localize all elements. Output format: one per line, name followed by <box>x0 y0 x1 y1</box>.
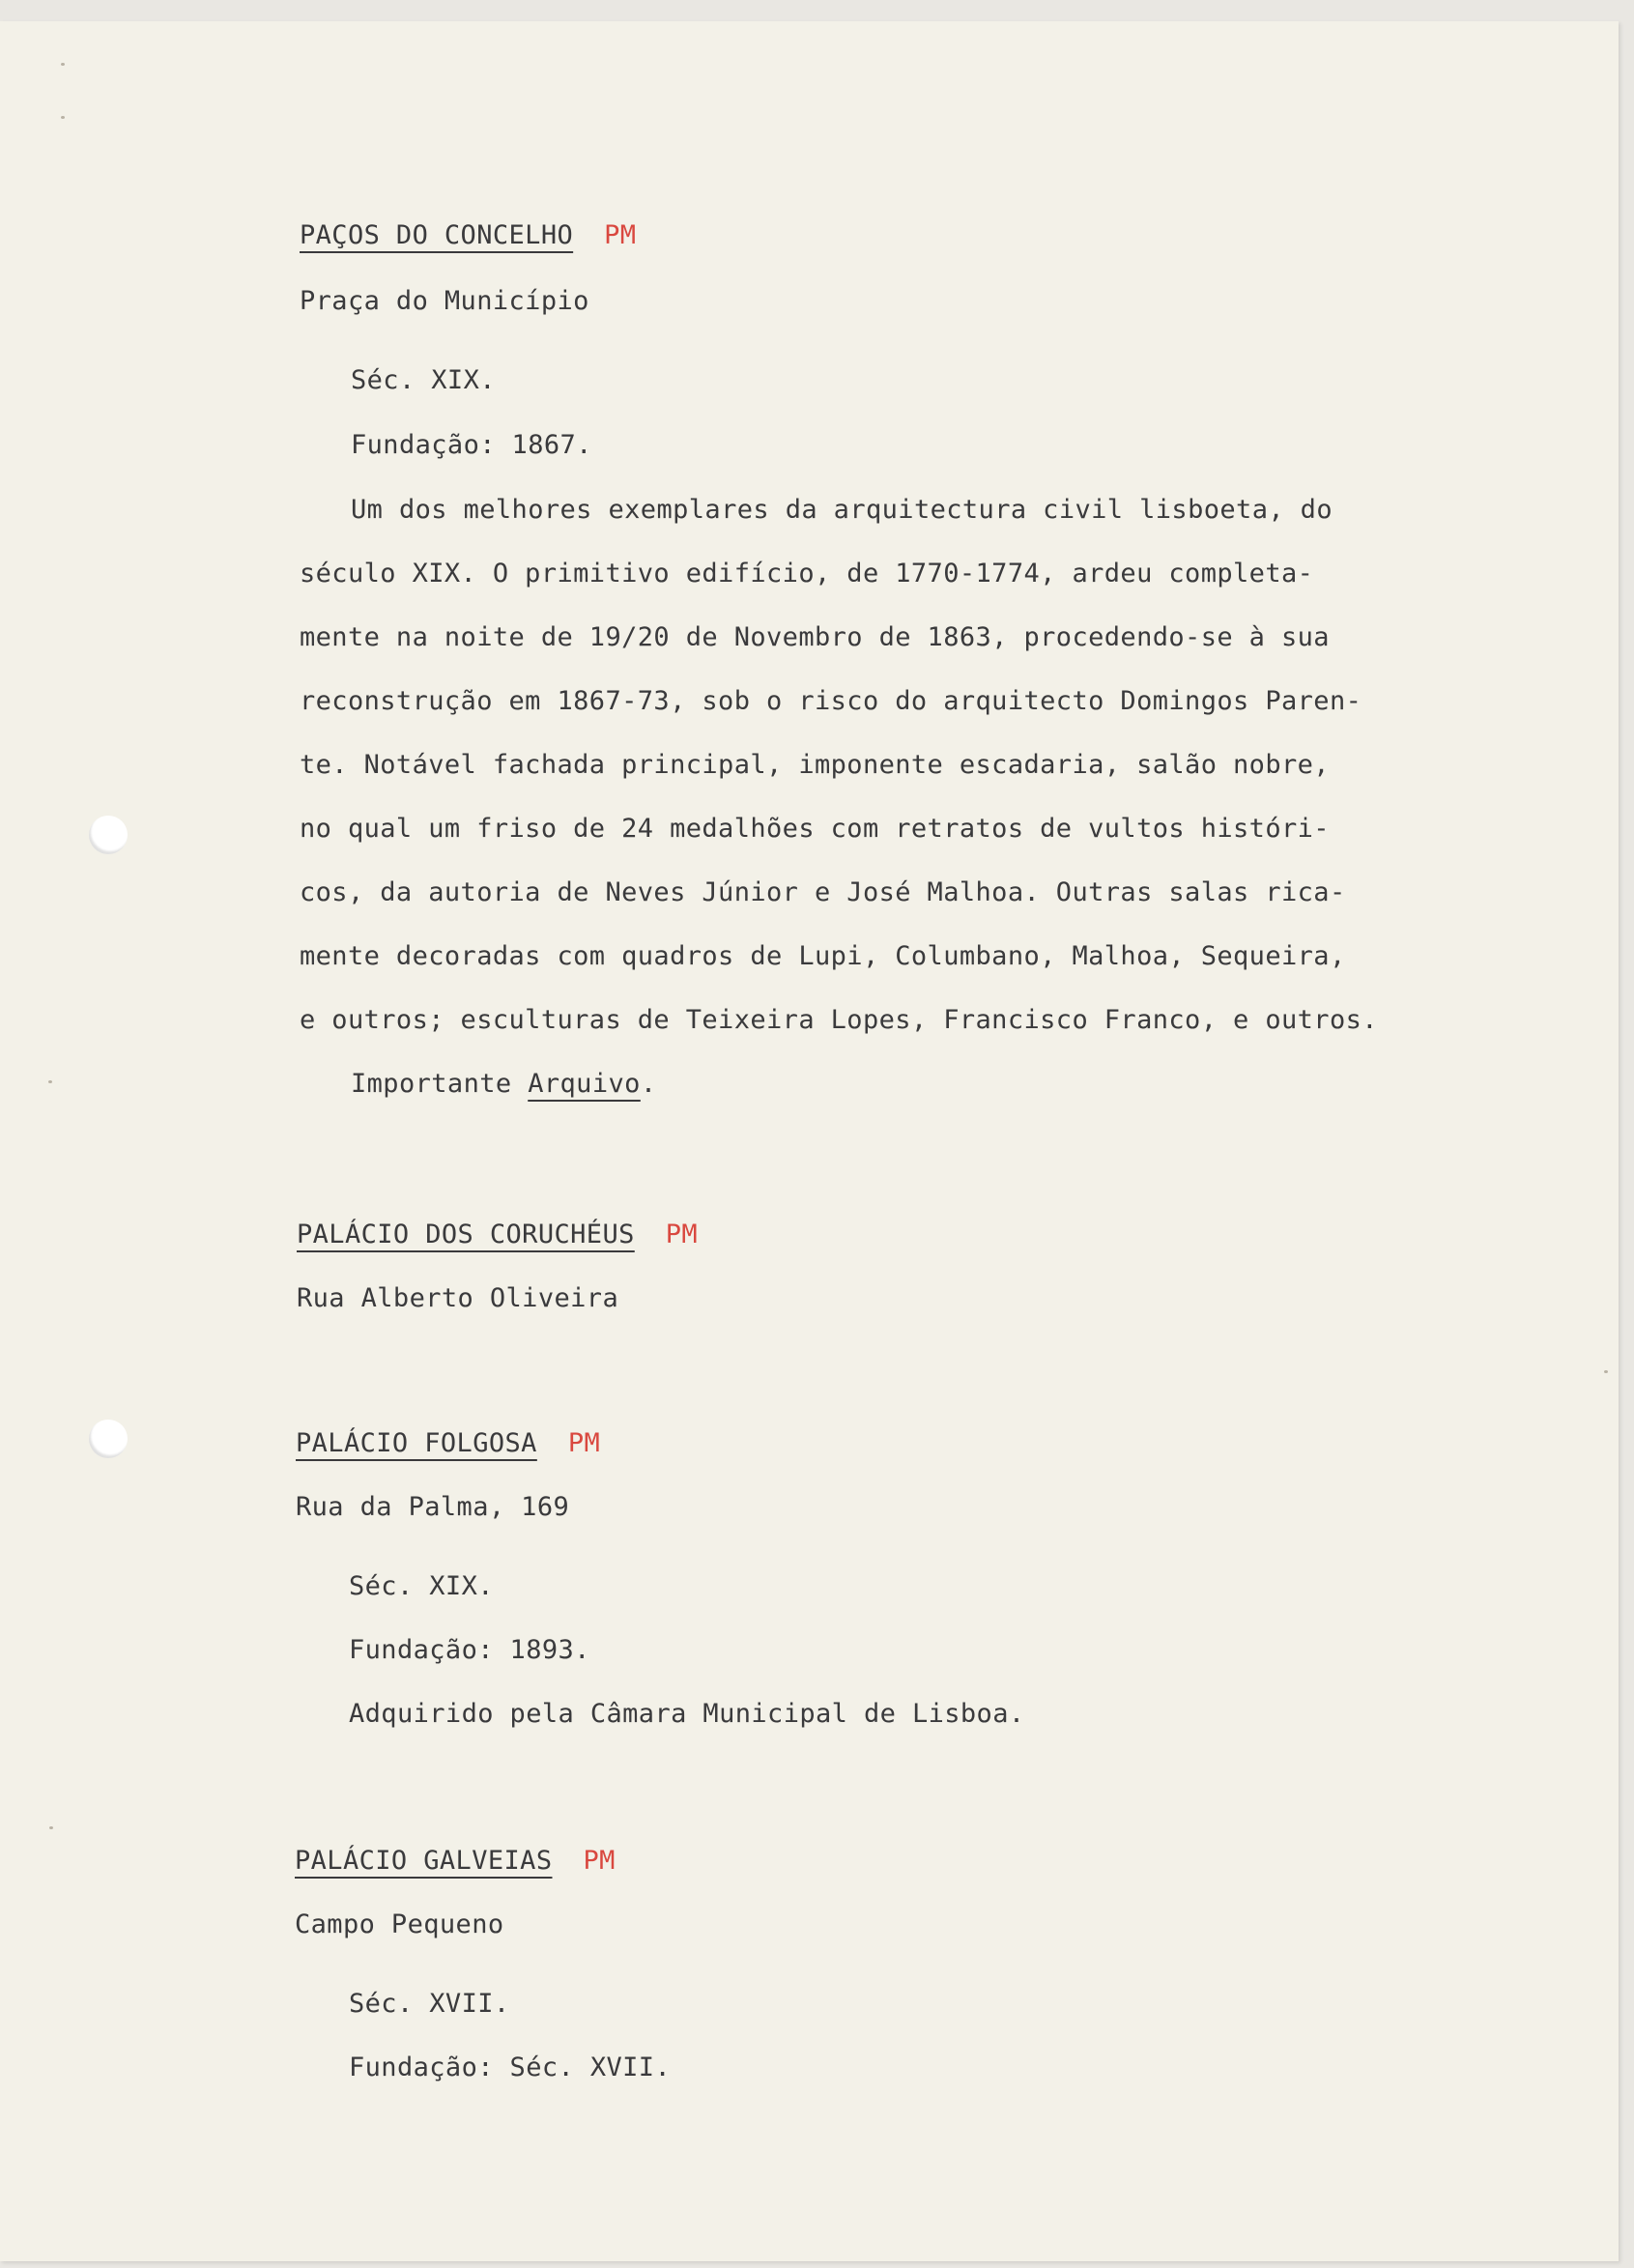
entry-heading <box>297 1220 698 1250</box>
paper-speck <box>48 1080 52 1083</box>
pm-tag: PM <box>567 1428 601 1458</box>
typewritten-page <box>0 21 1619 2261</box>
entry-century: Séc. XIX. <box>349 1571 494 1601</box>
entry-foundation: Fundação: 1867. <box>351 430 592 460</box>
description-line: e outros; esculturas de Teixeira Lopes, Francisco Franco, e outros. <box>300 1005 1378 1035</box>
paper-speck <box>49 1826 53 1829</box>
entry-address: Campo Pequeno <box>295 1909 504 1939</box>
entry-address: Rua da Palma, 169 <box>296 1492 570 1522</box>
entry-note <box>351 1069 656 1100</box>
pm-tag: PM <box>583 1846 616 1876</box>
paper-speck <box>61 63 65 66</box>
entry-heading <box>300 220 636 251</box>
pm-tag: PM <box>665 1220 699 1249</box>
description-line: Um dos melhores exemplares da arquitectura civil lisboeta, do <box>351 495 1333 525</box>
description-line: no qual um friso de 24 medalhões com retratos de vultos históri- <box>300 814 1330 844</box>
pm-tag: PM <box>604 220 637 250</box>
description-line: mente decoradas com quadros de Lupi, Columbano, Malhoa, Sequeira, <box>300 941 1346 971</box>
description-line: reconstrução em 1867-73, sob o risco do arquitecto Domingos Paren- <box>300 686 1362 716</box>
archive-word: Arquivo <box>528 1069 641 1099</box>
note-suffix: . <box>640 1069 657 1099</box>
entry-title: PAÇOS DO CONCELHO <box>300 220 574 250</box>
entry-heading <box>296 1428 600 1459</box>
description-line: te. Notável fachada principal, imponente escadaria, salão nobre, <box>300 750 1330 780</box>
entry-address: Praça do Município <box>300 286 589 316</box>
punch-hole <box>89 1420 128 1458</box>
entry-century: Séc. XIX. <box>351 365 496 395</box>
entry-title: PALÁCIO GALVEIAS <box>295 1846 553 1876</box>
entry-heading <box>295 1846 616 1877</box>
paper-speck <box>61 116 65 119</box>
entry-century: Séc. XVII. <box>349 1989 510 2019</box>
note-prefix: Importante <box>351 1069 529 1099</box>
paper-speck <box>1604 1370 1608 1373</box>
entry-note: Adquirido pela Câmara Municipal de Lisboa. <box>349 1699 1025 1729</box>
punch-hole <box>89 816 128 854</box>
entry-title: PALÁCIO FOLGOSA <box>296 1428 537 1458</box>
entry-foundation: Fundação: Séc. XVII. <box>349 2053 672 2082</box>
description-line: cos, da autoria de Neves Júnior e José Malhoa. Outras salas rica- <box>300 877 1346 907</box>
entry-title: PALÁCIO DOS CORUCHÉUS <box>297 1220 635 1249</box>
entry-address: Rua Alberto Oliveira <box>297 1283 619 1313</box>
description-line: mente na noite de 19/20 de Novembro de 1863, procedendo-se à sua <box>300 622 1330 652</box>
description-line: século XIX. O primitivo edifício, de 1770-1774, ardeu completa- <box>300 559 1314 589</box>
entry-foundation: Fundação: 1893. <box>349 1635 590 1665</box>
